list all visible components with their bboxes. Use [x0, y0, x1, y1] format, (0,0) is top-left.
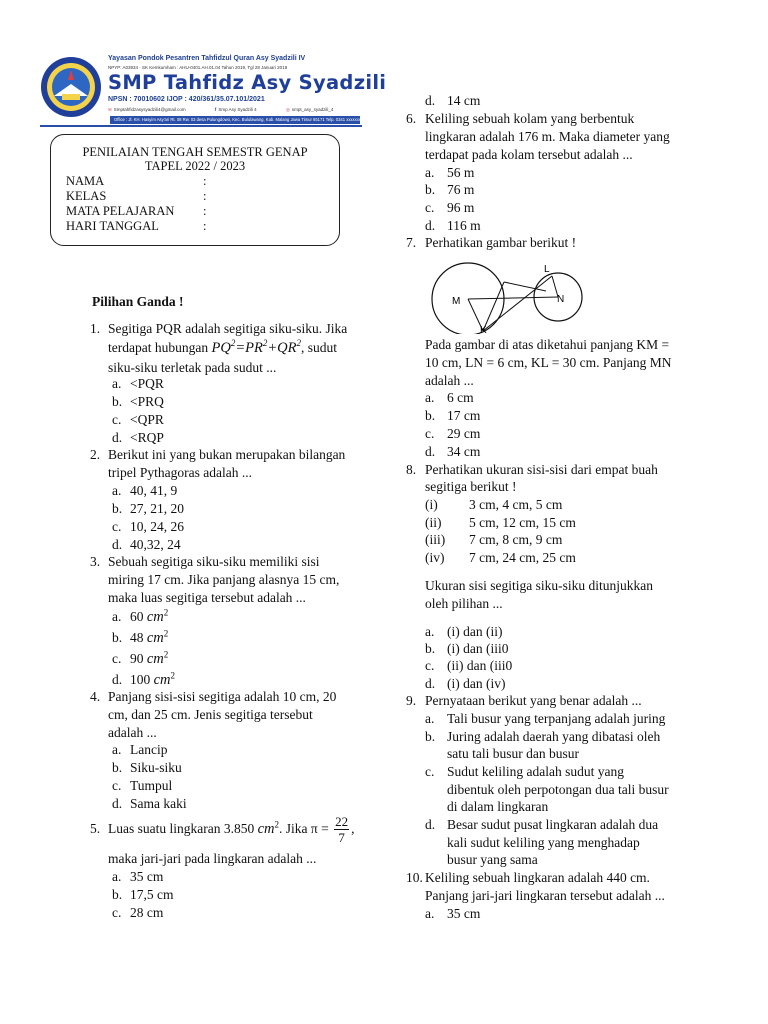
q5-option-b: 17,5 cm: [130, 887, 174, 902]
q2-text-line2: tripel Pythagoras adalah ...: [108, 465, 252, 480]
email-contact: ✉ Smptahfidzasysyadzili4@gmail.com: [108, 107, 186, 112]
q8-text-line3: Ukuran sisi segitiga siku-siku ditunjukkan: [425, 578, 653, 593]
q1-text-line3: siku-siku terletak pada sudut ...: [108, 360, 277, 375]
q1-option-c-label: c.: [112, 412, 122, 427]
q9-option-b-line2: satu tali busur dan busur: [447, 746, 579, 761]
section-title: Pilihan Ganda !: [92, 294, 184, 309]
q7-circles-figure: [428, 258, 588, 334]
facebook-icon: f: [214, 107, 217, 112]
q6-option-c-label: c.: [425, 200, 435, 215]
q7-text-line2: Pada gambar di atas diketahui panjang KM =: [425, 337, 670, 352]
q6-text-line3: terdapat pada kolam tersebut adalah ...: [425, 147, 633, 162]
q5-option-d-label: d.: [425, 93, 436, 108]
q6-option-a-label: a.: [425, 165, 435, 180]
q5-option-c-label: c.: [112, 905, 122, 920]
q1-number: 1.: [90, 321, 101, 336]
instagram-icon: ◎: [285, 107, 290, 112]
q8-item-1-label: (i): [425, 497, 438, 512]
exam-year: TAPEL 2022 / 2023: [144, 159, 246, 173]
q7-text-line3: 10 cm, LN = 6 cm, KL = 30 cm. Panjang MN: [425, 355, 672, 370]
q7-option-a: 6 cm: [447, 390, 474, 405]
q3-option-a: 60 $cm^2$: [130, 607, 169, 625]
q9-option-a: Tali busur yang terpanjang adalah juring: [447, 711, 666, 726]
field-hari-tanggal: HARI TANGGAL :: [66, 219, 207, 233]
label-k: K: [480, 325, 487, 334]
q7-option-d: 34 cm: [447, 444, 481, 459]
q9-option-b-line1: Juring adalah daerah yang dibatasi oleh: [447, 729, 661, 744]
q3-option-c: 90 $cm^2$: [130, 649, 169, 667]
q5-option-d: 14 cm: [447, 93, 481, 108]
q5-option-a-label: a.: [112, 869, 122, 884]
q4-number: 4.: [90, 689, 101, 704]
q6-option-b: 76 m: [447, 182, 475, 197]
q8-text-line1: Perhatikan ukuran sisi-sisi dari empat buah: [425, 462, 658, 477]
q4-option-d-label: d.: [112, 796, 123, 811]
q10-option-a: 35 cm: [447, 906, 481, 921]
q4-option-a: Lancip: [130, 742, 168, 757]
q4-text-line3: adalah ...: [108, 725, 157, 740]
q9-number: 9.: [406, 693, 417, 708]
q1-option-d-label: d.: [112, 430, 123, 445]
q7-text-line1: Perhatikan gambar berikut !: [425, 235, 577, 250]
q5-text-line2: maka jari-jari pada lingkaran adalah ...: [108, 851, 317, 866]
q5-option-a: 35 cm: [130, 869, 164, 884]
q2-option-b-label: b.: [112, 501, 123, 516]
q1-option-a-label: a.: [112, 376, 122, 391]
q7-option-b: 17 cm: [447, 408, 481, 423]
q2-option-a: 40, 41, 9: [130, 483, 178, 498]
q2-option-d-label: d.: [112, 537, 123, 552]
label-l: L: [544, 264, 550, 275]
q3-text-line1: Sebuah segitiga siku-siku memiliki sisi: [108, 554, 320, 569]
q9-option-c-line1: Sudut keliling adalah sudut yang: [447, 764, 624, 779]
q4-text-line1: Panjang sisi-sisi segitiga adalah 10 cm, 20: [108, 689, 337, 704]
q8-option-c-label: c.: [425, 658, 435, 673]
field-nama: NAMA :: [66, 174, 207, 188]
q1-option-b-label: b.: [112, 394, 123, 409]
q8-item-2-label: (ii): [425, 515, 442, 530]
q3-option-d: 100 $cm^2$: [130, 670, 176, 688]
q3-option-a-label: a.: [112, 609, 122, 624]
q9-option-a-label: a.: [425, 711, 435, 726]
q8-item-4: 7 cm, 24 cm, 25 cm: [469, 550, 576, 565]
q8-item-3: 7 cm, 8 cm, 9 cm: [469, 532, 563, 547]
q3-option-d-label: d.: [112, 672, 123, 687]
school-logo: [40, 56, 102, 118]
q1-option-d: <RQP: [130, 430, 164, 445]
q8-item-1: 3 cm, 4 cm, 5 cm: [469, 497, 563, 512]
q8-text-line2: segitiga berikut !: [425, 479, 517, 494]
school-name: SMP Tahfidz Asy Syadzili: [108, 71, 387, 94]
q4-option-a-label: a.: [112, 742, 122, 757]
q7-option-c: 29 cm: [447, 426, 481, 441]
q10-text-line2: Panjang jari-jari lingkaran tersebut adalah ...: [425, 888, 665, 903]
q7-option-b-label: b.: [425, 408, 436, 423]
q4-option-c: Tumpul: [130, 778, 173, 793]
q2-number: 2.: [90, 447, 101, 462]
field-mata-pelajaran: MATA PELAJARAN :: [66, 204, 207, 218]
q7-option-a-label: a.: [425, 390, 435, 405]
contact-line: [108, 107, 361, 113]
header-rule: [40, 125, 362, 127]
q3-option-c-label: c.: [112, 651, 122, 666]
q8-option-d-label: d.: [425, 676, 436, 691]
q2-text-line1: Berikut ini yang bukan merupakan bilangan: [108, 447, 346, 462]
q9-option-b-label: b.: [425, 729, 436, 744]
q6-number: 6.: [406, 111, 417, 126]
q6-option-b-label: b.: [425, 182, 436, 197]
q5-text-line1: Luas suatu lingkaran 3.850 $cm^2$. Jika π = $\frac{22}{7}$ ,: [108, 814, 355, 846]
npsn-line: NPSN : 70010602 IJOP : 420/361/35.07.101/2021: [108, 96, 265, 103]
q7-number: 7.: [406, 235, 417, 250]
q5-option-c: 28 cm: [130, 905, 164, 920]
q2-option-c-label: c.: [112, 519, 122, 534]
field-kelas: KELAS :: [66, 189, 207, 203]
npyp-line: NPYP: A03934 · SK Kemkumham : AHU-0401.AH.01.04 Tahun 2019, Tgl 28 Januari 2019: [108, 65, 288, 70]
q4-option-d: Sama kaki: [130, 796, 187, 811]
q3-number: 3.: [90, 554, 101, 569]
q10-number: 10.: [406, 870, 423, 885]
q5-number: 5.: [90, 821, 101, 836]
q10-text-line1: Keliling sebuah lingkaran adalah 440 cm.: [425, 870, 650, 885]
q8-option-a: (i) dan (ii): [447, 624, 503, 639]
q7-option-c-label: c.: [425, 426, 435, 441]
q3-text-line2: miring 17 cm. Jika panjang alasnya 15 cm,: [108, 572, 340, 587]
q9-option-c-label: c.: [425, 764, 435, 779]
q8-number: 8.: [406, 462, 417, 477]
q4-text-line2: cm, dan 25 cm. Jenis segitiga tersebut: [108, 707, 313, 722]
q9-text-line1: Pernyataan berikut yang benar adalah ...: [425, 693, 642, 708]
q9-option-c-line2: dibentuk oleh perpotongan dua tali busur: [447, 782, 669, 797]
facebook-contact: f Smp Asy Syadzili 4: [214, 107, 257, 112]
q2-option-d: 40,32, 24: [130, 537, 181, 552]
q1-text-line1: Segitiga PQR adalah segitiga siku-siku. Jika: [108, 321, 348, 336]
q6-option-d: 116 m: [447, 218, 481, 233]
q8-text-line4: oleh pilihan ...: [425, 596, 503, 611]
q8-option-d: (i) dan (iv): [447, 676, 506, 691]
q4-option-b-label: b.: [112, 760, 123, 775]
exam-title: PENILAIAN TENGAH SEMESTR GENAP: [82, 145, 308, 159]
mail-icon: ✉: [108, 107, 112, 112]
q2-option-c: 10, 24, 26: [130, 519, 184, 534]
q8-item-2: 5 cm, 12 cm, 15 cm: [469, 515, 576, 530]
foundation-name: Yayasan Pondok Pesantren Tahfidzul Quran Asy Syadzili IV: [108, 55, 306, 62]
q9-option-d-line3: busur yang sama: [447, 852, 538, 867]
q4-option-b: Siku-siku: [130, 760, 182, 775]
q6-text-line1: Keliling sebuah kolam yang berbentuk: [425, 111, 635, 126]
q7-option-d-label: d.: [425, 444, 436, 459]
q1-text-line2: terdapat hubungan $PQ^2=PR^2+QR^2$, sudut: [108, 338, 337, 356]
label-n: N: [557, 294, 565, 305]
label-m: M: [452, 296, 461, 307]
q3-text-line3: maka luas segitiga tersebut adalah ...: [108, 590, 306, 605]
q8-option-a-label: a.: [425, 624, 435, 639]
q1-option-a: <PQR: [130, 376, 164, 391]
q6-option-a: 56 m: [447, 165, 475, 180]
q9-option-d-line2: kali sudut keliling yang menghadap: [447, 835, 640, 850]
q9-option-d-line1: Besar sudut pusat lingkaran adalah dua: [447, 817, 659, 832]
q1-option-c: <QPR: [130, 412, 164, 427]
q9-option-d-label: d.: [425, 817, 436, 832]
tangent-circles-diagram: [428, 258, 588, 334]
pi-fraction: $\frac{22}{7}$: [335, 814, 349, 846]
office-address: Office : Jl. KH. Hasyim Asy'ari Rt. 08 Rw. 03 desa Pulungdowo, Kec. Bululawang, Kab. Malang Jawa Timur 65171 Telp. 0341 xxxxxxx: [114, 117, 361, 122]
q5-option-b-label: b.: [112, 887, 123, 902]
q8-item-3-label: (iii): [425, 532, 446, 547]
q6-option-c: 96 m: [447, 200, 475, 215]
q2-option-a-label: a.: [112, 483, 122, 498]
q9-option-c-line3: di dalam lingkaran: [447, 799, 549, 814]
q7-text-line4: adalah ...: [425, 373, 474, 388]
q8-item-4-label: (iv): [425, 550, 445, 565]
q10-option-a-label: a.: [425, 906, 435, 921]
q6-text-line2: lingkaran adalah 176 m. Maka diameter yang: [425, 129, 670, 144]
q3-option-b: 48 $cm^2$: [130, 628, 169, 646]
q3-option-b-label: b.: [112, 630, 123, 645]
q6-option-d-label: d.: [425, 218, 436, 233]
q8-option-b-label: b.: [425, 641, 436, 656]
q1-option-b: <PRQ: [130, 394, 164, 409]
q8-option-c: (ii) dan (iii0: [447, 658, 513, 673]
q4-option-c-label: c.: [112, 778, 122, 793]
q2-option-b: 27, 21, 20: [130, 501, 184, 516]
instagram-contact: ◎ smpt_asy_syadzili_4: [285, 107, 334, 112]
q8-option-b: (i) dan (iii0: [447, 641, 509, 656]
